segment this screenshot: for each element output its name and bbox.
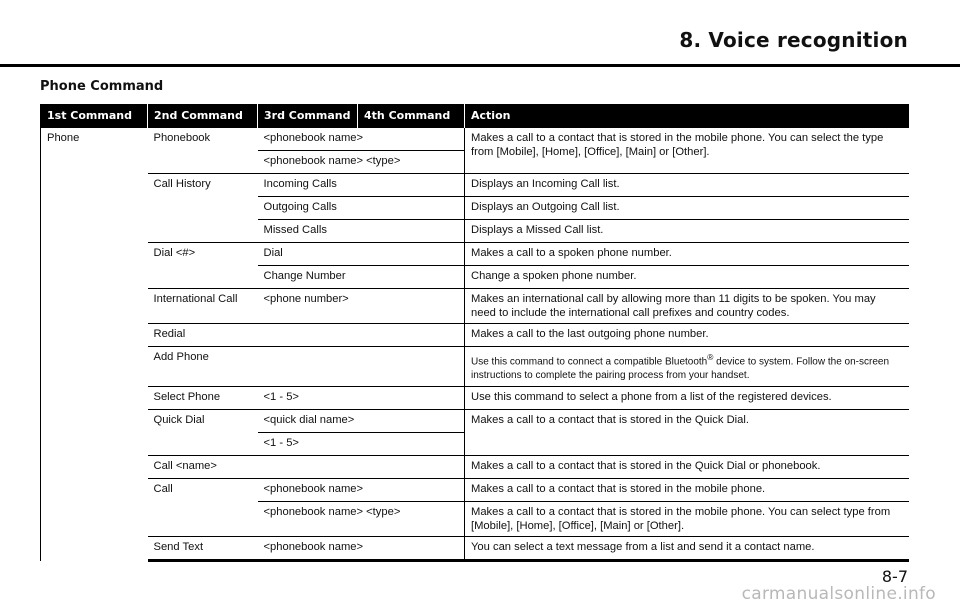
cmd-phone-number: <phone number> [258,289,465,324]
watermark: carmanualsonline.info [741,584,936,604]
cmd-dial-hash: Dial <#> [148,243,258,289]
column-header: 2nd Command [148,104,258,128]
cmd-phone: Phone [41,128,148,561]
phone-command-table [40,104,909,562]
cmd-missed-calls: Missed Calls [258,220,465,243]
action-outgoing: Displays an Outgoing Call list. [465,197,909,220]
cmd-call-phonebook-name-type: <phonebook name> <type> [258,502,465,537]
header-rule [0,64,960,67]
table-row [41,456,909,479]
chapter-title: 8. Voice recognition [679,28,908,52]
cmd-call-name: Call <name> [148,456,465,479]
cmd-incoming-calls: Incoming Calls [258,174,465,197]
add-phone-text-1: Use this command to connect a compatible Bluetooth [471,356,708,368]
table-row [41,243,909,266]
cmd-send-text: Send Text [148,537,258,561]
column-header: 3rd Command [258,104,358,128]
cmd-phonebook-name: <phonebook name> [258,128,465,151]
cmd-phonebook: Phonebook [148,128,258,174]
action-call-phonebook: Makes a call to a contact that is stored in the mobile phone. [465,479,909,502]
table-row [41,289,909,324]
action-incoming: Displays an Incoming Call list. [465,174,909,197]
action-missed: Displays a Missed Call list. [465,220,909,243]
table-row [41,387,909,410]
section-title: Phone Command [40,79,164,94]
action-redial: Makes a call to the last outgoing phone number. [465,324,909,347]
action-add-phone [465,347,909,387]
cmd-quick-dial-name: <quick dial name> [258,410,465,433]
action-quick-dial: Makes a call to a contact that is stored in the Quick Dial. [465,410,909,456]
cmd-select-range: <1 - 5> [258,387,465,410]
cmd-quick-dial: Quick Dial [148,410,258,456]
page-number: 8-7 [881,567,908,586]
cmd-add-phone: Add Phone [148,347,465,387]
registered-mark: ® [707,352,714,362]
table-row [41,537,909,561]
action-send-text: You can select a text message from a list and send it a contact name. [465,537,909,561]
action-international: Makes an international call by allowing more than 11 digits to be spoken. You may need to include the international call prefixes and country codes. [465,289,909,324]
cmd-send-text-phonebook-name: <phonebook name> [258,537,465,561]
table-row [41,324,909,347]
cmd-call-phonebook-name: <phonebook name> [258,479,465,502]
cmd-select-phone: Select Phone [148,387,258,410]
cmd-quick-dial-range: <1 - 5> [258,433,465,456]
column-header: 1st Command [41,104,148,128]
table-row [41,479,909,502]
action-phonebook: Makes a call to a contact that is stored in the mobile phone. You can select the type from [Mobile], [Home], [Office], [Main] or [Other]. [465,128,909,174]
table-row [41,128,909,151]
add-phone-text-2: device to system. Follow the on-screen instructions to complete the pairing process from your handset. [471,356,890,382]
action-call-phonebook-type: Makes a call to a contact that is stored in the mobile phone. You can select type from [Mobile], [Home], [Office], [Main] or [Other]. [465,502,909,537]
action-dial: Makes a call to a spoken phone number. [465,243,909,266]
action-change-number: Change a spoken phone number. [465,266,909,289]
cmd-dial: Dial [258,243,465,266]
action-call-name: Makes a call to a contact that is stored in the Quick Dial or phonebook. [465,456,909,479]
table-row [41,410,909,433]
table-header-row [41,104,909,128]
cmd-international-call: International Call [148,289,258,324]
cmd-redial: Redial [148,324,465,347]
table-row [41,174,909,197]
cmd-outgoing-calls: Outgoing Calls [258,197,465,220]
action-select-phone: Use this command to select a phone from a list of the registered devices. [465,387,909,410]
cmd-change-number: Change Number [258,266,465,289]
cmd-call: Call [148,479,258,537]
column-header: 4th Command [358,104,465,128]
column-header: Action [465,104,909,128]
cmd-call-history: Call History [148,174,258,243]
table-row [41,347,909,387]
cmd-phonebook-name-type: <phonebook name> <type> [258,151,465,174]
